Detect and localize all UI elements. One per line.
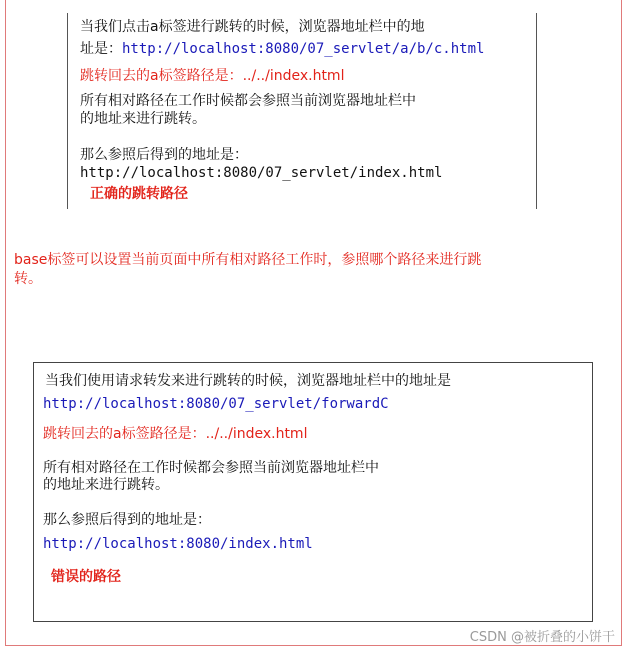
box1-verdict: 正确的跳转路径	[90, 186, 188, 202]
box2-line5: 的地址来进行跳转。	[43, 477, 169, 493]
box1-line4: 所有相对路径在工作时候都会参照当前浏览器地址栏中	[80, 93, 416, 109]
box2-current-url: http://localhost:8080/07_servlet/forwardC	[43, 396, 389, 412]
box2-line1: 当我们使用请求转发来进行跳转的时候，浏览器地址栏中的地址是	[45, 373, 451, 389]
box2-resolved-url: http://localhost:8080/index.html	[43, 536, 313, 552]
box1-line6: 那么参照后得到的地址是：	[80, 147, 248, 163]
wrong-path-box	[33, 362, 593, 622]
correct-path-box	[67, 13, 537, 209]
base-note-line1: base标签可以设置当前页面中所有相对路径工作时，参照哪个路径来进行跳	[14, 252, 482, 268]
watermark: CSDN @被折叠的小饼干	[469, 630, 615, 645]
box2-return-path: 跳转回去的a标签路径是：../../index.html	[43, 426, 308, 442]
box2-line4: 所有相对路径在工作时候都会参照当前浏览器地址栏中	[43, 460, 379, 476]
box1-line1: 当我们点击a标签进行跳转的时候，浏览器地址栏中的地	[80, 19, 425, 35]
box1-line5: 的地址来进行跳转。	[80, 111, 206, 127]
box1-address-prefix: 址是：	[80, 41, 122, 57]
box2-line6: 那么参照后得到的地址是：	[43, 512, 211, 528]
box1-line2	[80, 40, 484, 58]
box1-resolved-url: http://localhost:8080/07_servlet/index.html	[80, 165, 443, 181]
box1-current-url: http://localhost:8080/07_servlet/a/b/c.html	[122, 41, 485, 57]
box2-verdict: 错误的路径	[51, 569, 121, 585]
base-note-line2: 转。	[14, 271, 42, 287]
box1-return-path: 跳转回去的a标签路径是：../../index.html	[80, 68, 345, 84]
